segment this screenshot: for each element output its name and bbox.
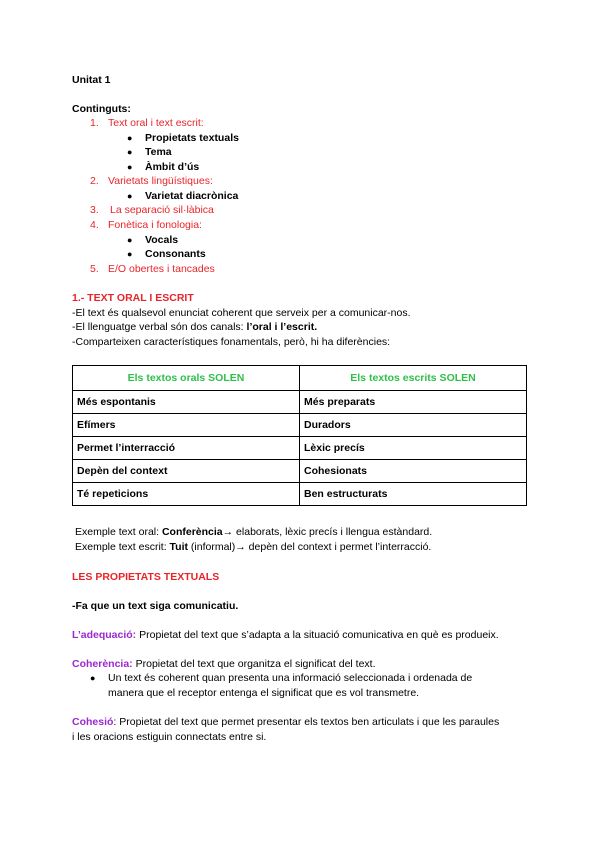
contents-item-label: E/O obertes i tancades — [108, 263, 215, 275]
example-text: → elaborats, lèxic precís i llengua estàndard. — [222, 526, 433, 538]
definition-adequacy — [72, 629, 499, 642]
table-header-row — [73, 366, 527, 391]
example-emphasis: Tuit — [169, 541, 188, 553]
contents-item-number: 1. — [90, 117, 99, 129]
bullet-icon: ● — [127, 249, 133, 259]
table-cell: Té repeticions — [73, 483, 300, 506]
table-header-cell: Els textos escrits SOLEN — [300, 366, 527, 391]
definition-coherence — [72, 658, 376, 671]
table-cell: Efímers — [73, 414, 300, 437]
table-row — [73, 391, 527, 414]
definition-text: Propietat del text que organitza el significat del text. — [132, 658, 376, 670]
paragraph-line: manera que el receptor entenga el significat que es vol transmetre. — [108, 687, 420, 699]
contents-item-label: La separació sil·làbica — [110, 204, 214, 216]
table-row — [73, 460, 527, 483]
table-row — [73, 437, 527, 460]
example-written — [75, 541, 431, 554]
paragraph-line: -Comparteixen característiques fonamentals, però, hi ha diferències: — [72, 336, 391, 348]
definition-term: L’adequació: — [72, 629, 137, 641]
table-header-cell: Els textos orals SOLEN — [73, 366, 300, 391]
contents-item-number: 3. — [90, 204, 99, 216]
contents-item-label: Fonètica i fonologia: — [108, 219, 202, 231]
paragraph-text: -El llenguatge verbal són dos canals: — [72, 321, 247, 333]
contents-item-label: Text oral i text escrit: — [108, 117, 204, 129]
table-cell: Més preparats — [300, 391, 527, 414]
example-text: Exemple text oral: — [75, 526, 162, 538]
example-text: (informal)→ depèn del context i permet l’interracció. — [188, 541, 432, 553]
unit-heading: Unitat 1 — [72, 74, 111, 86]
table-cell: Depèn del context — [73, 460, 300, 483]
paragraph-line: i les oracions estiguin connectats entre si. — [72, 731, 267, 743]
contents-item-number: 4. — [90, 219, 99, 231]
contents-subitem: Varietat diacrònica — [145, 190, 239, 202]
bullet-icon: ● — [127, 191, 133, 201]
contents-title: Continguts: — [72, 103, 131, 115]
paragraph-line: -Fa que un text siga comunicatiu. — [72, 600, 239, 612]
table-row — [73, 414, 527, 437]
contents-item-label: Varietats lingüístiques: — [108, 175, 213, 187]
contents-subitem: Consonants — [145, 248, 206, 260]
example-emphasis: Conferència — [161, 526, 223, 538]
bullet-icon: ● — [90, 673, 96, 683]
contents-item-number: 2. — [90, 175, 99, 187]
paragraph-emphasis: l’oral i l’escrit. — [246, 321, 318, 333]
contents-item-number: 5. — [90, 263, 99, 275]
contents-subitem: Tema — [145, 146, 172, 158]
table-row — [73, 483, 527, 506]
definition-term: Coherència: — [72, 658, 133, 670]
section-title: LES PROPIETATS TEXTUALS — [72, 571, 220, 583]
definition-cohesion — [72, 716, 499, 729]
contents-subitem: Propietats textuals — [145, 132, 239, 144]
example-text: Exemple text escrit: — [75, 541, 170, 553]
definition-term: Cohesió — [72, 716, 114, 728]
contents-subitem: Vocals — [145, 234, 179, 246]
bullet-icon: ● — [127, 133, 133, 143]
table-cell: Ben estructurats — [300, 483, 527, 506]
table-cell: Duradors — [300, 414, 527, 437]
paragraph-line — [72, 321, 317, 334]
table-cell: Permet l’interracció — [73, 437, 300, 460]
section-title: 1.- TEXT ORAL I ESCRIT — [72, 292, 194, 304]
table-cell: Lèxic precís — [300, 437, 527, 460]
paragraph-line: Un text és coherent quan presenta una informació seleccionada i ordenada de — [108, 672, 473, 684]
bullet-icon: ● — [127, 235, 133, 245]
contents-subitem: Àmbit d’ús — [145, 161, 200, 173]
bullet-icon: ● — [127, 162, 133, 172]
definition-text: Propietat del text que s’adapta a la situació comunicativa en què es produeix. — [136, 629, 499, 641]
definition-text: : Propietat del text que permet presentar els textos ben articulats i que les paraules — [113, 716, 500, 728]
paragraph-line: -El text és qualsevol enunciat coherent que serveix per a comunicar-nos. — [72, 307, 411, 319]
table-cell: Més espontanis — [73, 391, 300, 414]
example-oral — [75, 526, 432, 539]
bullet-icon: ● — [127, 147, 133, 157]
table-cell: Cohesionats — [300, 460, 527, 483]
comparison-table — [72, 365, 527, 506]
